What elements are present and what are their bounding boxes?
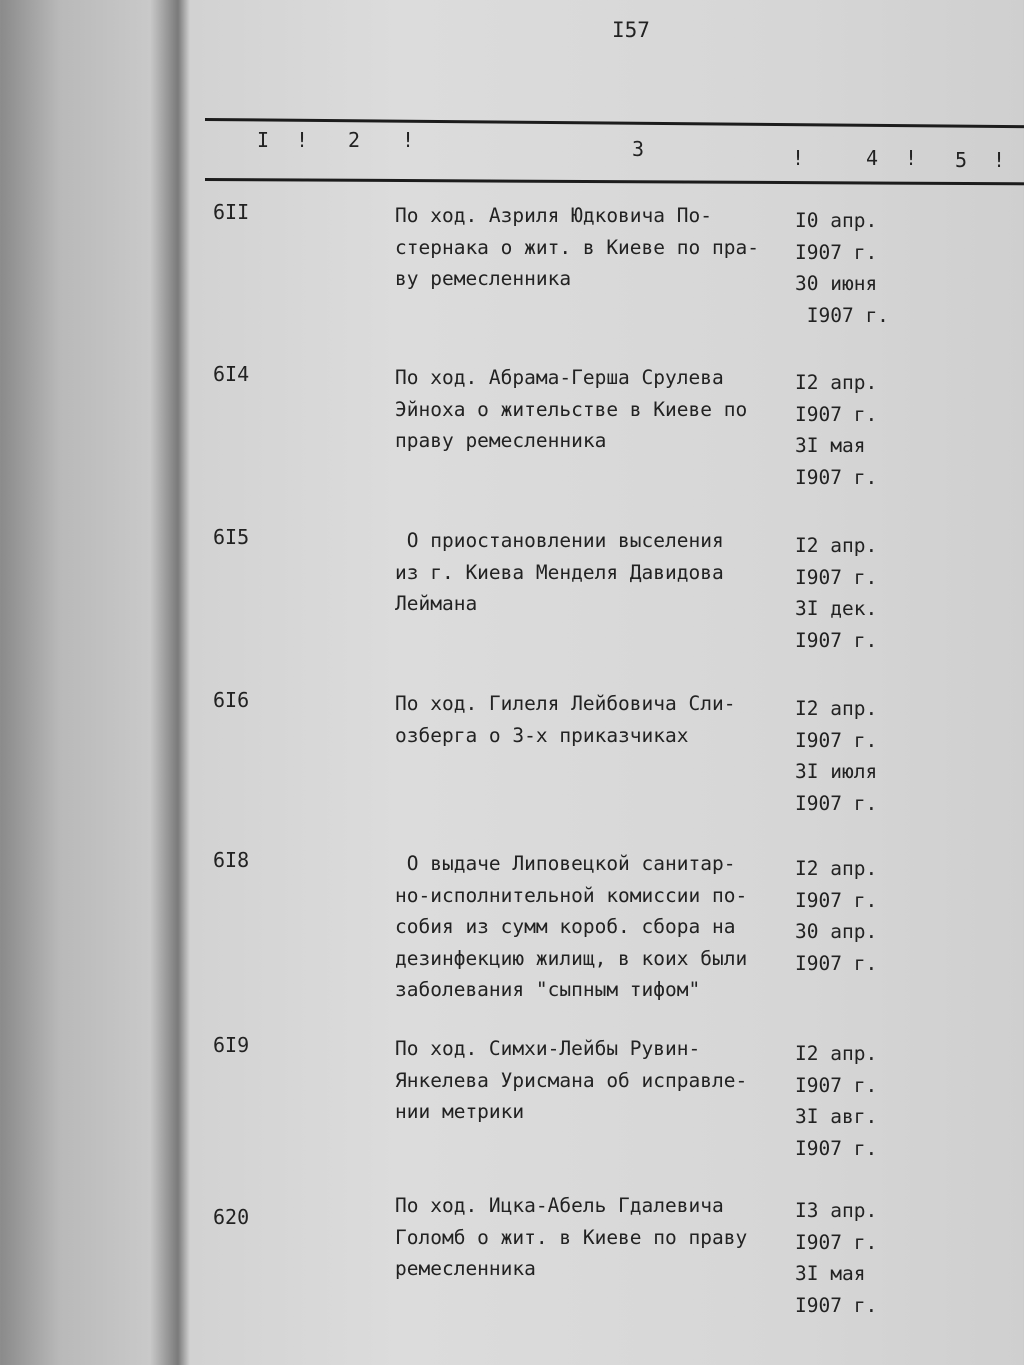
description-line: Голомб о жит. в Киеве по праву [395, 1225, 748, 1249]
description-line: дезинфекцию жилищ, в коих были [395, 946, 748, 970]
description-line: ву ремесленника [395, 267, 572, 290]
date-line: I907 г. [795, 791, 878, 815]
description-line: ремесленника [395, 1257, 536, 1280]
entry-description [395, 362, 790, 457]
description-line: По ход. Симхи-Лейбы Рувин- [395, 1037, 701, 1060]
entry-number: 620 [213, 1205, 250, 1229]
description-line: По ход. Ицка-Абель Гдалевича [395, 1194, 724, 1217]
date-line: I2 апр. [795, 534, 878, 557]
description-line: собия из сумм короб. сбора на [395, 915, 736, 938]
date-line: 3I дек. [795, 597, 878, 620]
page-number: I57 [612, 18, 650, 42]
entry-description [395, 525, 790, 620]
entry-description [395, 1190, 790, 1285]
entry-number: 6II [213, 200, 250, 224]
date-line: I907 г. [795, 951, 878, 975]
description-line: Янкелева Урисмана об исправле- [395, 1068, 748, 1092]
entry-description [395, 848, 790, 1006]
entry-number: 6I4 [213, 362, 250, 386]
date-line: I907 г. [795, 303, 889, 327]
date-line: I2 апр. [795, 371, 878, 394]
date-line: I3 апр. [795, 1199, 878, 1222]
entry-dates [795, 693, 877, 819]
date-line: 30 апр. [795, 920, 878, 943]
col-header-2: 2 [348, 128, 361, 152]
col-header-4: 4 [866, 146, 879, 170]
date-line: I907 г. [795, 1293, 878, 1317]
description-line: О выдаче Липовецкой санитар- [395, 852, 736, 875]
col-separator: ! [993, 148, 1006, 172]
description-line: По ход. Гилеля Лейбовича Сли- [395, 692, 736, 715]
entry-description [395, 688, 790, 751]
date-line: I2 апр. [795, 697, 878, 720]
date-line: 3I авг. [795, 1105, 878, 1128]
date-line: I907 г. [795, 1230, 878, 1254]
date-line: 30 июня [795, 272, 878, 295]
description-line: Леймана [395, 592, 478, 615]
description-line: По ход. Азриля Юдковича По- [395, 204, 712, 227]
date-line: I907 г. [795, 402, 878, 426]
description-line: О приостановлении выселения [395, 529, 724, 552]
date-line: I907 г. [795, 728, 878, 752]
description-line: но-исполнительной комиссии по- [395, 883, 748, 907]
entry-dates [795, 367, 877, 493]
header-bottom-rule [205, 178, 1024, 185]
col-separator: ! [296, 128, 309, 152]
date-line: I907 г. [795, 240, 878, 264]
entry-description [395, 1033, 790, 1128]
description-line: праву ремесленника [395, 429, 607, 452]
entry-description [395, 200, 790, 295]
entry-number: 6I8 [213, 848, 250, 872]
entry-number: 6I9 [213, 1033, 250, 1057]
date-line: I907 г. [795, 628, 878, 652]
entry-dates [795, 1195, 877, 1321]
date-line: 3I июля [795, 760, 878, 783]
col-header-5: 5 [955, 148, 968, 172]
entry-dates [795, 205, 889, 331]
col-separator: ! [402, 128, 415, 152]
description-line: По ход. Абрама-Герша Срулева [395, 366, 724, 389]
entry-number: 6I5 [213, 525, 250, 549]
entry-dates [795, 853, 877, 979]
description-line: нии метрики [395, 1100, 525, 1123]
date-line: I0 апр. [795, 209, 878, 232]
entry-dates [795, 530, 877, 656]
description-line: из г. Киева Менделя Давидова [395, 560, 724, 584]
date-line: I907 г. [795, 888, 878, 912]
description-line: Эйноха о жительстве в Киеве по [395, 397, 748, 421]
col-header-3: 3 [632, 137, 645, 161]
col-separator: ! [792, 146, 805, 170]
date-line: I907 г. [795, 1073, 878, 1097]
date-line: 3I мая [795, 434, 866, 457]
header-top-rule [205, 118, 1024, 128]
col-separator: ! [905, 146, 918, 170]
col-header-1: I [257, 128, 270, 152]
date-line: I2 апр. [795, 857, 878, 880]
description-line: заболевания "сыпным тифом" [395, 978, 701, 1001]
date-line: I907 г. [795, 565, 878, 589]
description-line: стернака о жит. в Киеве по пра- [395, 235, 759, 259]
description-line: озберга о 3-х приказчиках [395, 723, 689, 747]
date-line: 3I мая [795, 1262, 866, 1285]
date-line: I2 апр. [795, 1042, 878, 1065]
entry-dates [795, 1038, 877, 1164]
date-line: I907 г. [795, 465, 878, 489]
date-line: I907 г. [795, 1136, 878, 1160]
entry-number: 6I6 [213, 688, 250, 712]
